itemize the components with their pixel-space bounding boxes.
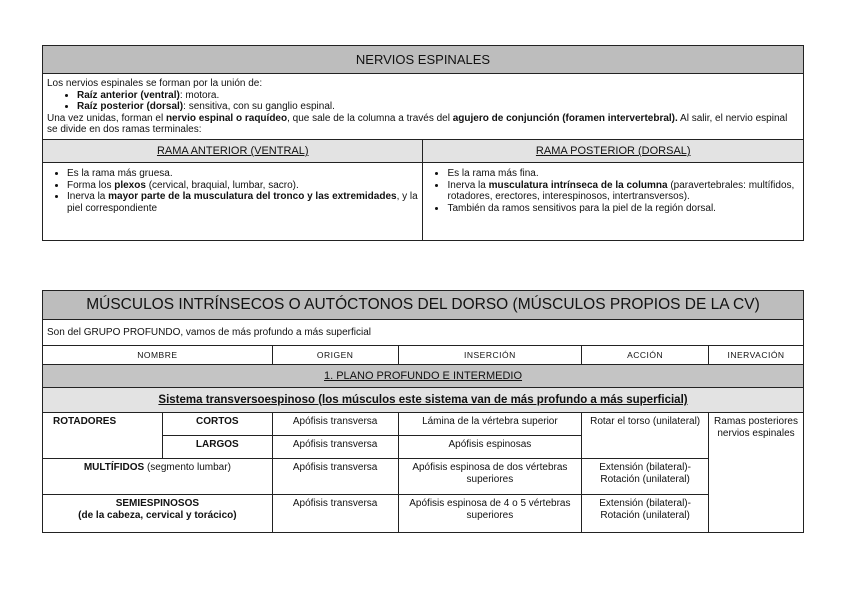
spinal-nerves-intro bbox=[43, 74, 804, 140]
intrinsic-muscles-table bbox=[42, 290, 804, 533]
rotadores-cortos-origin: Apófisis transversa bbox=[272, 413, 398, 436]
col-header-insertion: INSERCIÓN bbox=[398, 346, 582, 365]
posterior-branch-title: RAMA POSTERIOR (DORSAL) bbox=[423, 139, 804, 162]
semiespinosos-action: Extensión (bilateral)- Rotación (unilateral) bbox=[582, 495, 709, 533]
col-header-action: ACCIÓN bbox=[582, 346, 709, 365]
posterior-item: • Es la rama más fina. bbox=[447, 168, 799, 180]
rotadores-name: ROTADORES bbox=[43, 413, 163, 459]
plane-title: 1. PLANO PROFUNDO E INTERMEDIO bbox=[43, 365, 804, 388]
innervation-cell: Ramas posteriores nervios espinales bbox=[709, 413, 804, 533]
rotadores-cortos-insertion: Lámina de la vértebra superior bbox=[398, 413, 582, 436]
rotadores-largos-name: LARGOS bbox=[162, 436, 272, 459]
anterior-branch-content bbox=[43, 162, 423, 240]
semiespinosos-name: SEMIESPINOSOS (de la cabeza, cervical y torácico) bbox=[43, 495, 273, 533]
root-anterior: • Raíz anterior (ventral): motora. bbox=[77, 90, 799, 102]
rotadores-action: Rotar el torso (unilateral) bbox=[582, 413, 709, 459]
rotadores-largos-origin: Apófisis transversa bbox=[272, 436, 398, 459]
muscles-title: MÚSCULOS INTRÍNSECOS O AUTÓCTONOS DEL DORSO (MÚSCULOS PROPIOS DE LA CV) bbox=[43, 291, 804, 320]
union-text: Una vez unidas, forman el nervio espinal o raquídeo, que sale de la columna a través del agujero de conjunción (foramen intervertebral). Al salir, el nervio espinal se divide en dos ramas terminales: bbox=[47, 112, 788, 136]
intro-line: Los nervios espinales se forman por la unión de: bbox=[47, 78, 263, 89]
multifidos-origin: Apófisis transversa bbox=[272, 459, 398, 495]
multifidos-name: MULTÍFIDOS (segmento lumbar) bbox=[43, 459, 273, 495]
spinal-nerves-table bbox=[42, 45, 804, 241]
posterior-item: • También da ramos sensitivos para la piel de la región dorsal. bbox=[447, 203, 799, 215]
anterior-branch-title: RAMA ANTERIOR (VENTRAL) bbox=[43, 139, 423, 162]
semiespinosos-origin: Apófisis transversa bbox=[272, 495, 398, 533]
col-header-origin: ORIGEN bbox=[272, 346, 398, 365]
system-title: Sistema transversoespinoso (los músculos este sistema van de más profundo a más superficial) bbox=[43, 388, 804, 413]
rotadores-cortos-name: CORTOS bbox=[162, 413, 272, 436]
anterior-item: • Es la rama más gruesa. bbox=[67, 168, 418, 180]
posterior-item: • Inerva la musculatura intrínseca de la columna (paravertebrales: multífidos, rotadores, erectores, interespinosos, intertransversos). bbox=[447, 180, 799, 203]
spinal-nerves-title: NERVIOS ESPINALES bbox=[43, 46, 804, 74]
col-header-name: NOMBRE bbox=[43, 346, 273, 365]
root-posterior: • Raíz posterior (dorsal): sensitiva, con su ganglio espinal. bbox=[77, 101, 799, 113]
anterior-item: • Forma los plexos (cervical, braquial, lumbar, sacro). bbox=[67, 180, 418, 192]
rotadores-largos-insertion: Apófisis espinosas bbox=[398, 436, 582, 459]
col-header-innervation: INERVACIÓN bbox=[709, 346, 804, 365]
anterior-item: • Inerva la mayor parte de la musculatura del tronco y las extremidades, y la piel correspondiente bbox=[67, 191, 418, 214]
posterior-branch-content bbox=[423, 162, 804, 240]
multifidos-insertion: Apófisis espinosa de dos vértebras superiores bbox=[398, 459, 582, 495]
semiespinosos-insertion: Apófisis espinosa de 4 o 5 vértebras superiores bbox=[398, 495, 582, 533]
muscles-subtitle: Son del GRUPO PROFUNDO, vamos de más profundo a más superficial bbox=[43, 320, 804, 346]
multifidos-action: Extensión (bilateral)- Rotación (unilateral) bbox=[582, 459, 709, 495]
roots-list bbox=[47, 90, 799, 113]
